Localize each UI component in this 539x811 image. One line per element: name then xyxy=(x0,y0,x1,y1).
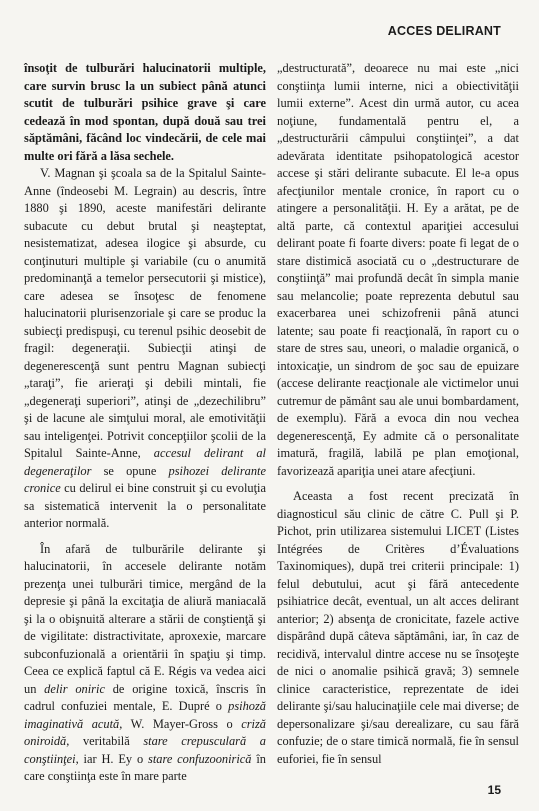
italic-term: accesul delirant al degeneraţilor xyxy=(24,446,266,478)
text-run: în care conştiinţa este în mare parte xyxy=(24,751,266,783)
left-paragraph-2 xyxy=(24,165,266,533)
text-run: , iar H. Ey o xyxy=(75,751,148,766)
text-columns xyxy=(24,60,519,786)
text-run: În afară de tulburările delirante şi halucinatorii, în accesele delirante notăm prezenţa unei tulburări timice, mergând de la depresie şi până la excitaţia de aliură maniacală şi la o obişnuită alterare a stării de conştienţă şi de vigilitate: distractivitate, aproxexie, marcare subconfuzională a orientării în spaţiu şi timp. Ceea ce explică faptul că E. Régis va vedea aici un xyxy=(24,541,266,696)
left-column xyxy=(24,60,266,786)
italic-term: stare confuzoonirică xyxy=(148,751,252,766)
bold-lead-text: însoţit de tulburări halucinatorii multiple, care survin brusc la un subiect până atunci scutit de tulburări psihice grave şi care cedează în mod spontan, după două sau trei săptămâni, făcând loc vindecării, de cele mai multe ori fără a lăsa sechele. xyxy=(24,61,266,163)
left-paragraph-1 xyxy=(24,60,266,165)
text-run: se opune xyxy=(91,463,169,478)
running-header: ACCES DELIRANT xyxy=(387,24,501,38)
text-run: V. Magnan şi şcoala sa de la Spitalul Sainte-Anne (îndeosebi M. Legrain) au descris, între 1880 şi 1890, aceste manifestări delirante subacute cu debut brutal şi neaşteptat, nesistematizat, adesea ilogice şi absurde, cu conţinuturi multiple şi variabile (cu o anumită predominanţă a temelor persecutorii şi mistice), care adesea se însoţesc de fenomene halucinatorii plurisenzoriale şi care se produc la subiecţi predispuşi, cu terenul psihic deosebit de fragil: degeneraţii. Subiecţii atinşi de degenerescenţă sunt pentru Magnan subiecţi „taraţi”, fie arieraţi şi debili mintali, fie „degeneraţi superiori”, atinşi de „dezechilibru” şi de lacune ale simţului moral, ale emotivităţii sau inteligenţei. Potrivit concepţiilor şcolii de la Spitalul Sainte-Anne, xyxy=(24,166,266,460)
right-column xyxy=(277,60,519,786)
text-run: , W. Mayer-Gross o xyxy=(119,716,242,731)
right-paragraph-2: Aceasta a fost recent precizată în diagnosticul său clinic de către C. Pull şi P. Pichot, prin utilizarea sistemului LICET (Listes Intégrées de Critères d’Évaluations Taxinomiques), după trei criterii principale: 1) felul debutului, acut şi fără antecedente psihiatrice decât, eventual, un alt acces delirant anterior; 2) absenţa de cronicitate, fazele active dispărând după câteva săptămâni, iar, în caz de recidivă, intervalul dintre accese nu se însoţeşte de nici o anomalie psihică gravă; 3) semnele clinice caracteristice, reprezentate de idei delirante şi/sau halucinaţiile cele mai diverse; de depersonalizare şi/sau derealizare, cu sau fără confuzie; de o stare timică normală, fie în sensul euforiei, fie în sensul xyxy=(277,489,519,766)
italic-term: criză oniroidă xyxy=(24,716,266,748)
right-paragraph-1: „destructurată”, deoarece nu mai este „nici conştiinţa lumii interne, nici a obiectivităţii lumii externe”. Acest din urmă autor, cu acea noţiune, fundamentală pentru el, a „destructurării câmpului conştiinţei”, a dat adevărata identitate psihopatologică acestor accese şi stări delirante subacute. El le-a opus afecţiunilor mentale cronice, în raport cu o atingere a personalităţii. H. Ey a arătat, pe de altă parte, că contextul apariţiei accesului delirant poate fi foarte divers: poate fi legat de o stare distimică asociată cu o „destructurare de conştiinţă” mai profundă decât în simpla manie sau melancolie; poate reprezenta debutul sau exacerbarea unei schizofrenii până atunci latente; sau poate fi reacţională, în raport cu o stare de stres sau, uneori, o maladie organică, o intoxicaţie, un sindrom de şoc sau de epuizare (accese delirante reacţionale ale victimelor unui cutremur de pământ sau ale unui bombardament, de exemplu). Fără a evoca din nou vechea degenerescenţă, Ey admite că o personalitate imatură, fragilă, labilă pe plan emoţional, favorizează apariţia unei atare afecţiuni. xyxy=(277,61,519,478)
italic-term: psihozei delirante cronice xyxy=(24,463,266,495)
italic-term: delir oniric xyxy=(44,681,105,696)
italic-term: psihoză imaginativă acută xyxy=(24,699,266,731)
page-number: 15 xyxy=(487,783,501,797)
italic-term: stare crepusculară a conştiinţei xyxy=(24,734,266,766)
text-run: de origine toxică, înscris în cadrul confuziei mentale, E. Dupré o xyxy=(24,681,266,713)
left-paragraph-3 xyxy=(24,541,266,786)
text-run: cu delirul ei bine construit şi cu evoluţia sa sistematică intervenit la o personalitate anterior normală. xyxy=(24,481,266,530)
text-run: , veritabilă xyxy=(66,734,144,748)
